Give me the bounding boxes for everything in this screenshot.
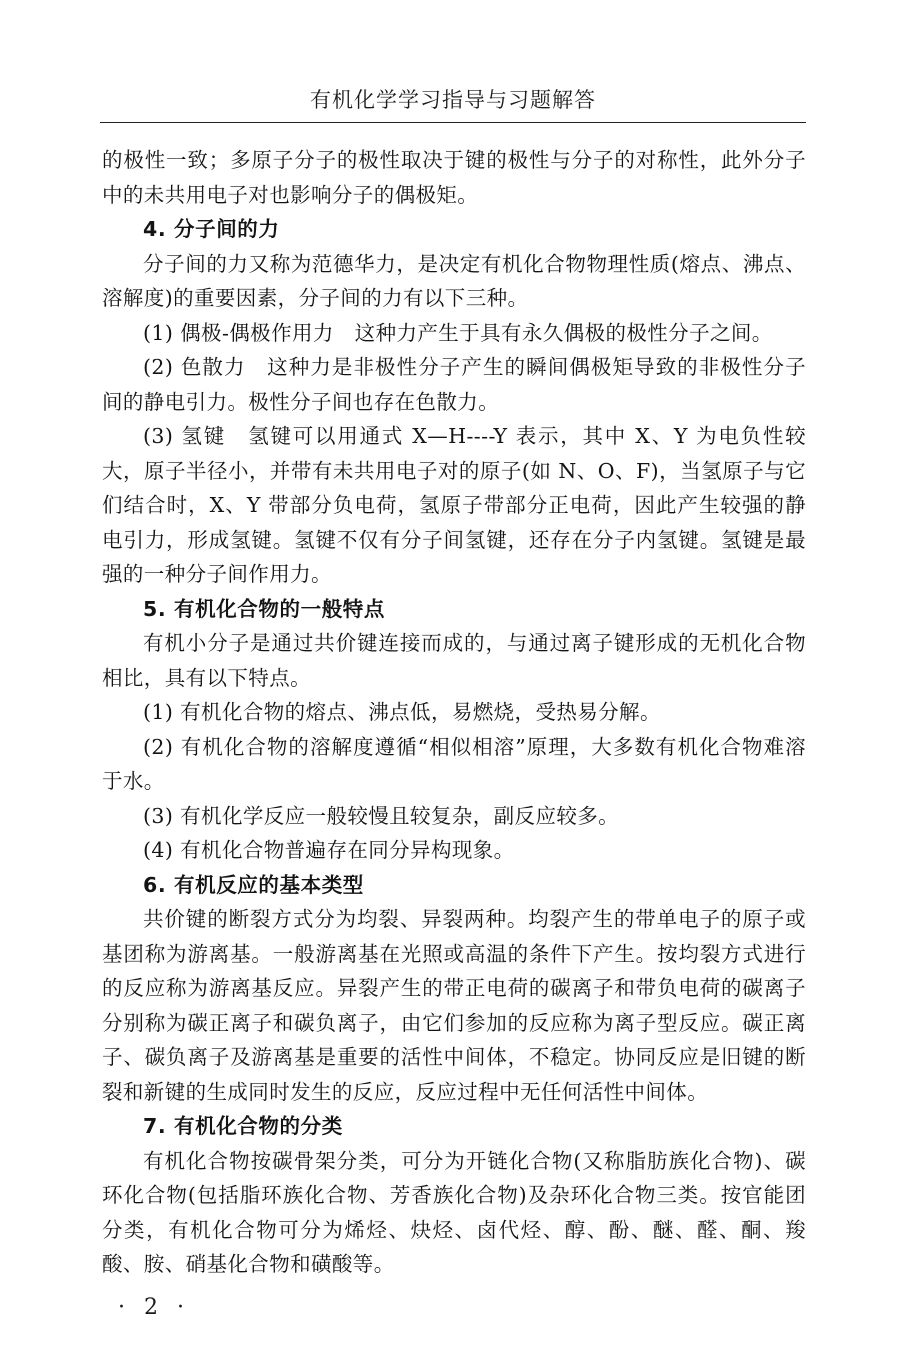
list-item-dispersion: (2) 色散力 这种力是非极性分子产生的瞬间偶极矩导致的非极性分子间的静电引力。极性分子间也存在色散力。 (102, 355, 806, 414)
header-rule (100, 122, 806, 123)
page-number: · 2 · (118, 1295, 190, 1320)
list-item-hydrogen-bond: (3) 氢键 氢键可以用通式 X—H----Y 表示，其中 X、Y 为电负性较大，原子半径小，并带有未共用电子对的原子(如 N、O、F)，当氢原子与它们结合时，X、Y 带部分负电荷，氢原子带部分正电荷，因此产生较强的静电引力，形成氢键。氢键不仅有分子间氢键，还存在分子内氢键。氢键是最强的一种分子间作用力。 (102, 424, 806, 586)
list-item-4: (4) 有机化合物普遍存在同分异构现象。 (143, 838, 515, 862)
running-header: 有机化学学习指导与习题解答 (310, 88, 596, 112)
section-heading-7: 7. 有机化合物的分类 (143, 1114, 343, 1138)
list-item-dipole: (1) 偶极-偶极作用力 这种力产生于具有永久偶极的极性分子之间。 (143, 320, 773, 345)
paragraph: 有机小分子是通过共价键连接而成的，与通过离子键形成的无机化合物相比，具有以下特点。 (102, 631, 806, 690)
list-item-2: (2) 有机化合物的溶解度遵循“相似相溶”原理，大多数有机化合物难溶于水。 (102, 734, 806, 793)
list-item-3: (3) 有机化学反应一般较慢且较复杂，副反应较多。 (143, 803, 620, 828)
section-heading-6: 6. 有机反应的基本类型 (143, 872, 364, 897)
body-text (102, 143, 806, 1282)
list-item-1: (1) 有机化合物的熔点、沸点低，易燃烧，受热易分解。 (143, 700, 661, 724)
paragraph: 分子间的力又称为范德华力，是决定有机化合物物理性质(熔点、沸点、溶解度)的重要因素，分子间的力有以下三种。 (102, 251, 806, 310)
section-heading-5: 5. 有机化合物的一般特点 (143, 596, 385, 621)
section-heading-4: 4. 分子间的力 (143, 217, 280, 241)
paragraph: 有机化合物按碳骨架分类，可分为开链化合物(又称脂肪族化合物)、碳环化合物(包括脂环族化合物、芳香族化合物)及杂环化合物三类。按官能团分类，有机化合物可分为烯烃、炔烃、卤代烃、醇、酚、醚、醛、酮、羧酸、胺、硝基化合物和磺酸等。 (102, 1148, 806, 1276)
paragraph-continued: 的极性一致；多原子分子的极性取决于键的极性与分子的对称性，此外分子中的未共用电子对也影响分子的偶极矩。 (102, 148, 806, 207)
paragraph: 共价键的断裂方式分为均裂、异裂两种。均裂产生的带单电子的原子或基团称为游离基。一般游离基在光照或高温的条件下产生。按均裂方式进行的反应称为游离基反应。异裂产生的带正电荷的碳离子和带负电荷的碳离子分别称为碳正离子和碳负离子，由它们参加的反应称为离子型反应。碳正离子、碳负离子及游离基是重要的活性中间体，不稳定。协同反应是旧键的断裂和新键的生成同时发生的反应，反应过程中无任何活性中间体。 (102, 907, 806, 1104)
